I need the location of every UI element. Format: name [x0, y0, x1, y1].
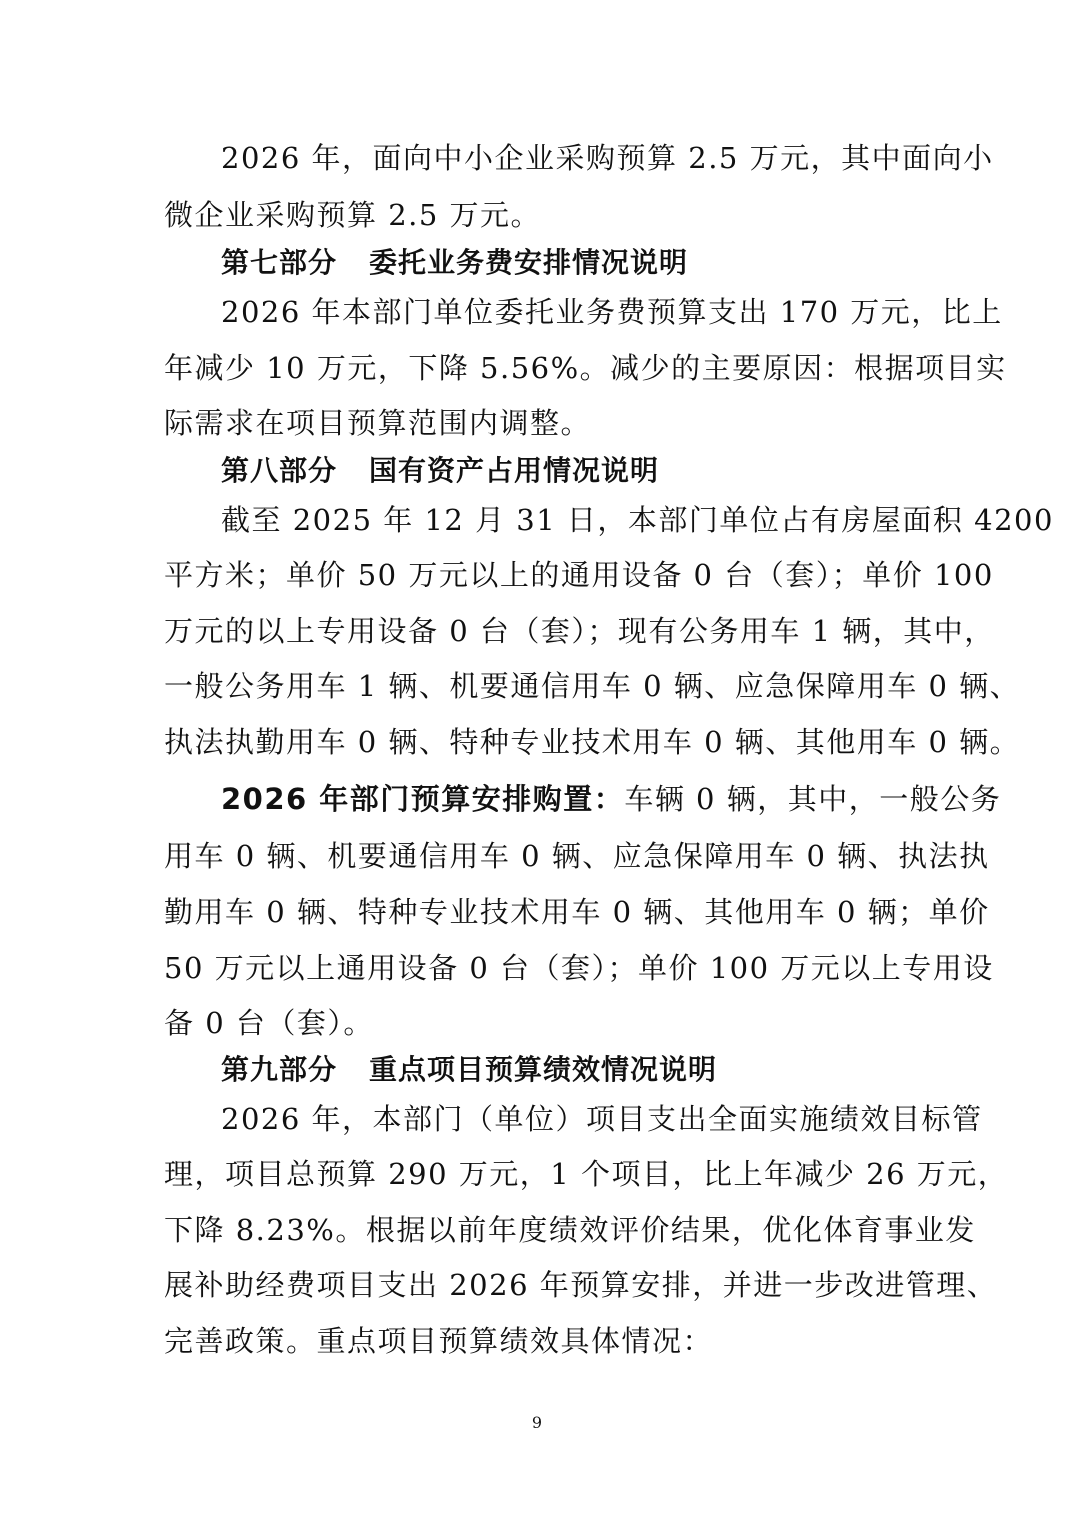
section-9-title: 重点项目预算绩效情况说明 — [369, 1053, 718, 1086]
section-7-line-1: 2026 年本部门单位委托业务费预算支出 170 万元，比上 — [221, 295, 1003, 329]
section-9-heading — [221, 1050, 717, 1090]
purchase-paragraph-line-2: 用车 0 辆、机要通信用车 0 辆、应急保障用车 0 辆、执法执 — [164, 839, 990, 873]
purchase-line-1-rest: 车辆 0 辆，其中，一般公务 — [624, 782, 1002, 816]
section-8-number: 第八部分 — [221, 454, 338, 487]
section-8-heading — [221, 451, 659, 491]
section-7-line-3: 际需求在项目预算范围内调整。 — [164, 406, 592, 440]
section-9-number: 第九部分 — [221, 1053, 338, 1086]
section-8-line-2: 平方米；单价 50 万元以上的通用设备 0 台（套）；单价 100 — [164, 558, 994, 592]
section-7-heading — [221, 243, 688, 283]
page-number: 9 — [531, 1413, 543, 1432]
purchase-paragraph-line-5: 备 0 台（套）。 — [164, 1006, 374, 1040]
section-8-line-3: 万元的以上专用设备 0 台（套）；现有公务用车 1 辆，其中， — [164, 614, 995, 648]
sme-paragraph-line-2: 微企业采购预算 2.5 万元。 — [164, 198, 542, 232]
section-8-line-4: 一般公务用车 1 辆、机要通信用车 0 辆、应急保障用车 0 辆、 — [164, 669, 1021, 703]
purchase-paragraph-line-4: 50 万元以上通用设备 0 台（套）；单价 100 万元以上专用设 — [164, 951, 994, 985]
section-9-line-3: 下降 8.23%。根据以前年度绩效评价结果，优化体育事业发 — [164, 1213, 976, 1247]
section-8-line-5: 执法执勤用车 0 辆、特种专业技术用车 0 辆、其他用车 0 辆。 — [164, 725, 1021, 759]
section-9-line-5: 完善政策。重点项目预算绩效具体情况： — [164, 1324, 714, 1358]
purchase-paragraph-line-1 — [221, 779, 1002, 819]
section-7-title: 委托业务费安排情况说明 — [369, 246, 689, 279]
section-9-line-2: 理，项目总预算 290 万元，1 个项目，比上年减少 26 万元， — [164, 1157, 1009, 1191]
section-8-title: 国有资产占用情况说明 — [369, 454, 660, 487]
section-9-line-4: 展补助经费项目支出 2026 年预算安排，并进一步改进管理、 — [164, 1268, 998, 1302]
sme-paragraph-line-1: 2026 年，面向中小企业采购预算 2.5 万元，其中面向小 — [221, 141, 994, 175]
purchase-lead: 2026 年部门预算安排购置： — [221, 782, 625, 816]
section-9-line-1: 2026 年，本部门（单位）项目支出全面实施绩效目标管 — [221, 1102, 983, 1136]
section-8-line-1: 截至 2025 年 12 月 31 日，本部门单位占有房屋面积 4200 — [221, 503, 1054, 537]
section-7-number: 第七部分 — [221, 246, 338, 279]
section-7-line-2: 年减少 10 万元，下降 5.56%。减少的主要原因：根据项目实 — [164, 351, 1007, 385]
purchase-paragraph-line-3: 勤用车 0 辆、特种专业技术用车 0 辆、其他用车 0 辆；单价 — [164, 895, 990, 929]
